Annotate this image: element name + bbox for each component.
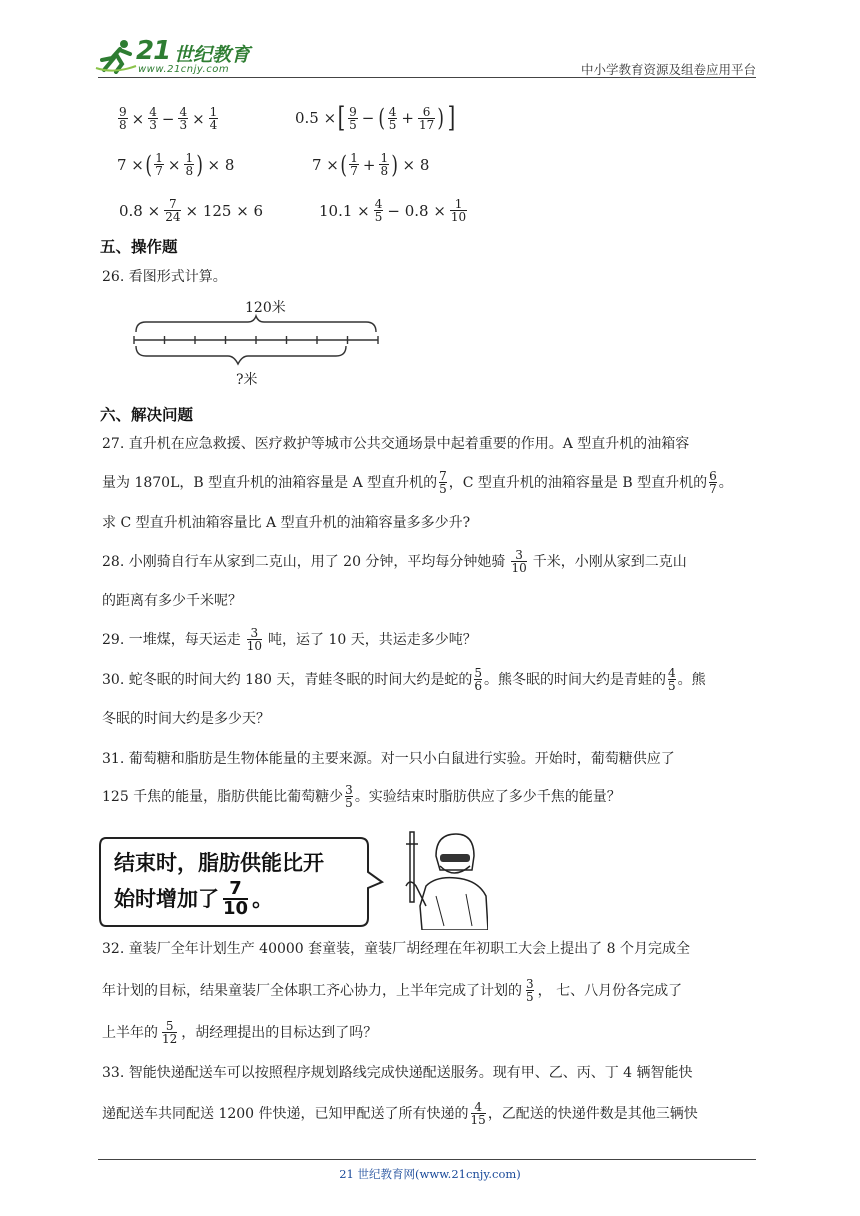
bubble-text (114, 846, 324, 918)
question-27-line-1: 27. 直升机在应急救援、医疗救护等城市公共交通场景中起着重要的作用。A 型直升机的油箱容 (102, 436, 690, 452)
question-31-line-1: 31. 葡萄糖和脂肪是生物体能量的主要来源。对一只小白鼠进行实验。开始时，葡萄糖供应了 (102, 751, 675, 767)
logo-url: www.21cnjy.com (138, 64, 230, 75)
expression-5: 0.8 × $\frac{7}{24}$ × 125 × 6 (119, 197, 264, 224)
question-28-line-1: 28. 小刚骑自行车从家到二克山，用了 20 分钟，平均每分钟她骑 3 10 千米，小刚从家到二克山 (102, 547, 687, 575)
question-32-line-3: 上半年的 5 12 ，胡经理提出的目标达到了吗？ (102, 1018, 378, 1046)
logo-number: 21 (136, 36, 171, 66)
footer-divider (98, 1159, 756, 1160)
question-27-line-2: 量为 1870L，B 型直升机的油箱容量是 A 型直升机的 7 5 ，C 型直升机的油箱容量是 B 型直升机的 6 7 。 (102, 468, 733, 496)
question-32-line-2: 年计划的目标，结果童装厂全体职工齐心协力，上半年完成了计划的 3 5 ， 七、八月份各完成了 (102, 976, 683, 1004)
diagram-top-label: 120米 (245, 300, 286, 316)
expression-3: 7 × ( $\frac{1}{7}$ × $\frac{1}{8}$ ) × 8 (117, 150, 235, 179)
question-30-line-2: 冬眠的时间大约是多少天？ (102, 711, 270, 727)
section-title-operation: 五、操作题 (100, 238, 178, 256)
section-title-problems: 六、解决问题 (100, 406, 194, 424)
expression-4: 7 × ( $\frac{1}{7}$ + $\frac{1}{8}$ ) × 8 (312, 150, 430, 179)
bubble-line-2: 始时增加了 7 10 。 (114, 878, 274, 919)
expression-2: 0.5 × [ $\frac{9}{5}$ − ( $\frac{4}{5}$ + $\frac{6}{17}$ ) ] (295, 101, 455, 134)
brace-diagram-icon (130, 296, 380, 388)
header-divider (98, 77, 756, 78)
expression-1: $\frac{9}{8}$ × $\frac{4}{3}$ − $\frac{4}{3}$ × $\frac{1}{4}$ (119, 105, 218, 132)
platform-title: 中小学教育资源及组卷应用平台 (580, 62, 756, 77)
footer-text[interactable]: 21 世纪教育网(www.21cnjy.com) (339, 1167, 521, 1181)
speech-bubble (98, 834, 386, 928)
scientist-illustration (396, 826, 488, 930)
question-33-line-1: 33. 智能快递配送车可以按照程序规划路线完成快递配送服务。现有甲、乙、丙、丁 4 辆智能快 (102, 1065, 693, 1081)
question-29: 29. 一堆煤，每天运走 3 10 吨，运了 10 天，共运走多少吨？ (102, 625, 477, 653)
segment-diagram (130, 296, 380, 388)
logo-name: 世纪教育 (174, 44, 251, 66)
question-28-line-2: 的距离有多少千米呢？ (102, 593, 242, 609)
expression-6: 10.1 × $\frac{4}{5}$ − 0.8 × $\frac{1}{10}$ (319, 197, 467, 224)
bubble-line-1: 结束时，脂肪供能比开 (114, 851, 324, 875)
runner-logo-icon (94, 38, 138, 74)
question-30-line-1: 30. 蛇冬眠的时间大约 180 天，青蛙冬眠的时间大约是蛇的 5 6 。熊冬眠的时间大约是青蛙的 4 5 。熊 (102, 665, 706, 693)
question-31-line-2: 125 千焦的能量，脂肪供能比葡萄糖少 3 5 。实验结束时脂肪供应了多少千焦的能量？ (102, 782, 621, 810)
question-33-line-2: 递配送车共同配送 1200 件快递，已知甲配送了所有快递的 4 15 ，乙配送的快递件数是其他三辆快 (102, 1099, 698, 1127)
scientist-with-test-tube-icon (396, 826, 488, 930)
question-27-line-3: 求 C 型直升机油箱容量比 A 型直升机的油箱容量多多少升? (102, 515, 471, 531)
question-32-line-1: 32. 童装厂全年计划生产 40000 套童装，童装厂胡经理在年初职工大会上提出了 8 个月完成全 (102, 941, 690, 957)
diagram-bottom-label: ?米 (236, 372, 258, 388)
question-26: 26. 看图形式计算。 (102, 269, 227, 285)
site-logo (94, 36, 264, 76)
